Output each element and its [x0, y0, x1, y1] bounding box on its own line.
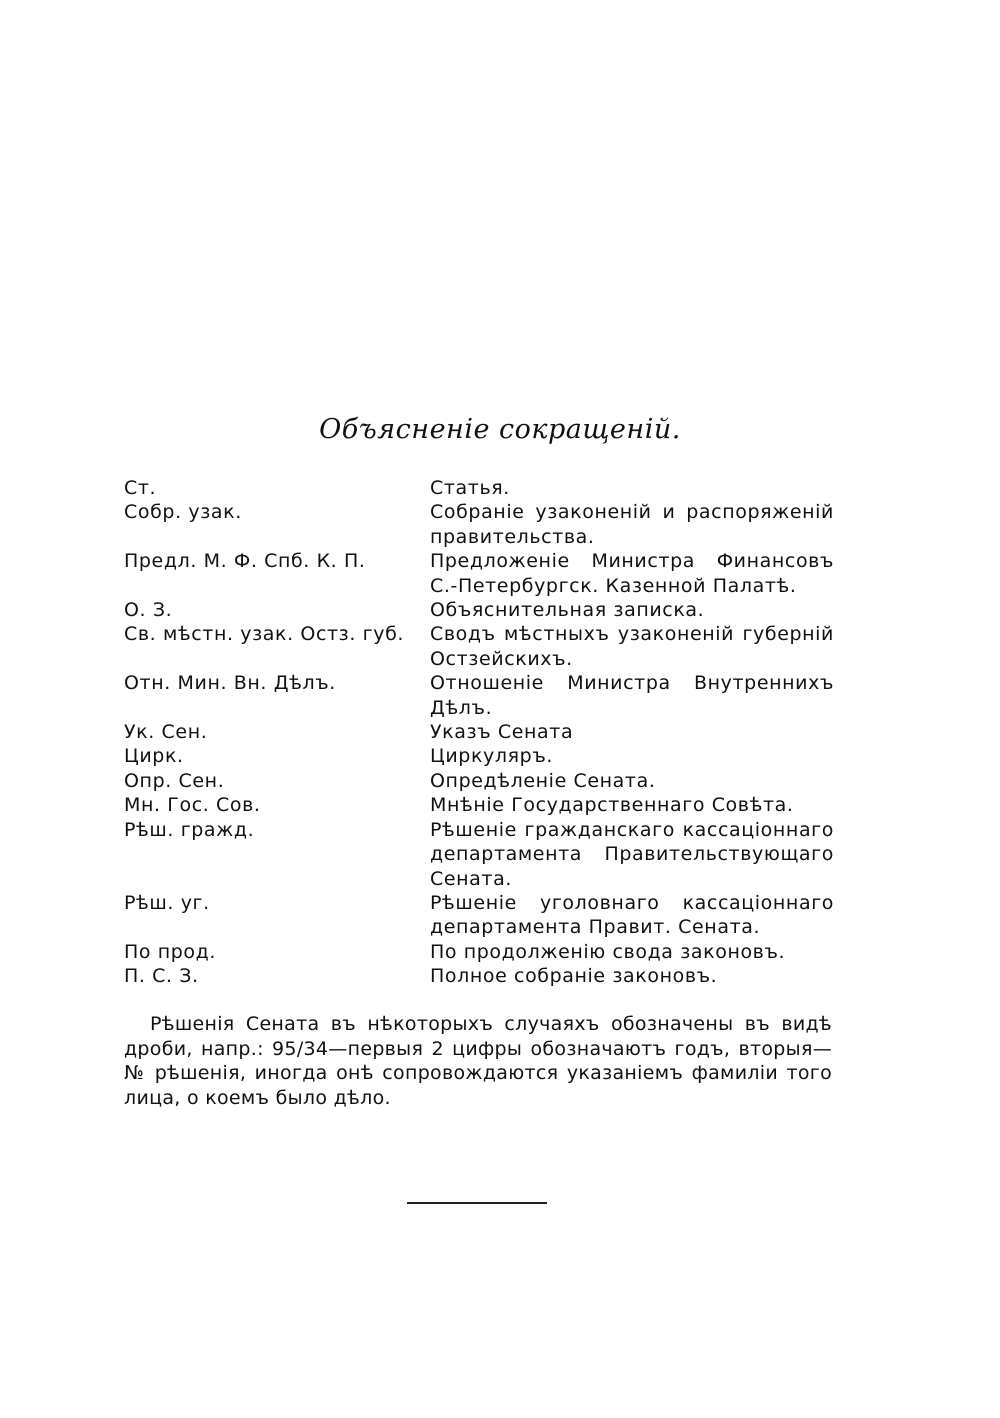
abbreviation: Св. мѣстн. узак. Остз. губ. [124, 623, 405, 646]
abbreviation-row [124, 622, 834, 671]
abbreviation: Опр. Сен. [124, 769, 225, 792]
abbreviation-meaning: Указъ Сената [430, 721, 574, 744]
abbreviation-row [124, 549, 834, 598]
abbreviation: Рѣш. гражд. [124, 818, 255, 841]
abbreviation-row [124, 940, 834, 964]
end-rule-divider [407, 1202, 547, 1204]
abbreviation: Мн. Гос. Сов. [124, 794, 261, 817]
abbreviation-meaning: Опредѣленіе Сената. [430, 769, 656, 792]
abbreviation: Рѣш. уг. [124, 891, 210, 914]
abbreviation: О. З. [124, 599, 173, 622]
abbreviation-meaning: Объяснительная записка. [430, 599, 705, 622]
abbreviation-meaning: Рѣшеніе уголовнаго кассаціоннаго департамента Правит. Сената. [430, 891, 834, 939]
abbreviation-row [124, 964, 834, 988]
abbreviation-meaning: По продолженію свода законовъ. [430, 940, 786, 963]
abbreviation-meaning: Циркуляръ. [430, 745, 553, 768]
abbreviation-row [124, 598, 834, 622]
abbreviation-meaning: Статья. [430, 477, 510, 499]
abbreviation: Собр. узак. [124, 501, 242, 524]
senate-decisions-note: Рѣшенія Сената въ нѣкоторыхъ случаяхъ обозначены въ видѣ дроби, напр.: 95/34—первыя 2 цифры обозначаютъ годъ, вторыя—№ рѣшенія, иногда онѣ сопровождаются указаніемъ фамиліи того лица, о коемъ было дѣло. [124, 1013, 832, 1109]
abbreviation-meaning: Мнѣніе Государственнаго Совѣта. [430, 794, 794, 817]
abbreviation-row [124, 500, 834, 549]
abbreviation: П. С. З. [124, 965, 199, 988]
abbreviation: Ст. [124, 477, 157, 499]
abbreviation: Отн. Мин. Вн. Дѣлъ. [124, 672, 336, 695]
page-title: Объясненіе сокращеній. [319, 414, 681, 445]
abbreviation: Ук. Сен. [124, 721, 208, 744]
abbreviation: Предл. М. Ф. Спб. К. П. [124, 550, 366, 573]
abbreviation-row [124, 720, 834, 744]
abbreviation-row [124, 744, 834, 768]
abbreviation-row [124, 671, 834, 720]
abbreviation: По прод. [124, 940, 217, 963]
abbreviation-row [124, 769, 834, 793]
abbreviation-row [124, 476, 834, 500]
abbreviation-row [124, 818, 834, 891]
abbreviation-meaning: Сводъ мѣстныхъ узаконеній губерній Остзейскихъ. [430, 623, 834, 670]
abbreviation: Цирк. [124, 745, 184, 768]
abbreviation-meaning: Предложеніе Министра Финансовъ С.-Петербургск. Казенной Палатѣ. [430, 550, 834, 597]
abbreviation-row [124, 793, 834, 817]
abbreviation-meaning: Полное собраніе законовъ. [430, 965, 718, 988]
abbreviation-meaning: Отношеніе Министра Внутреннихъ Дѣлъ. [430, 672, 834, 719]
abbreviation-meaning: Собраніе узаконеній и распоряженій правительства. [430, 501, 834, 548]
abbreviation-row [124, 891, 834, 940]
abbreviation-list [124, 476, 834, 989]
abbreviation-meaning: Рѣшеніе гражданскаго кассаціоннаго департамента Правительствующаго Сената. [430, 818, 834, 890]
